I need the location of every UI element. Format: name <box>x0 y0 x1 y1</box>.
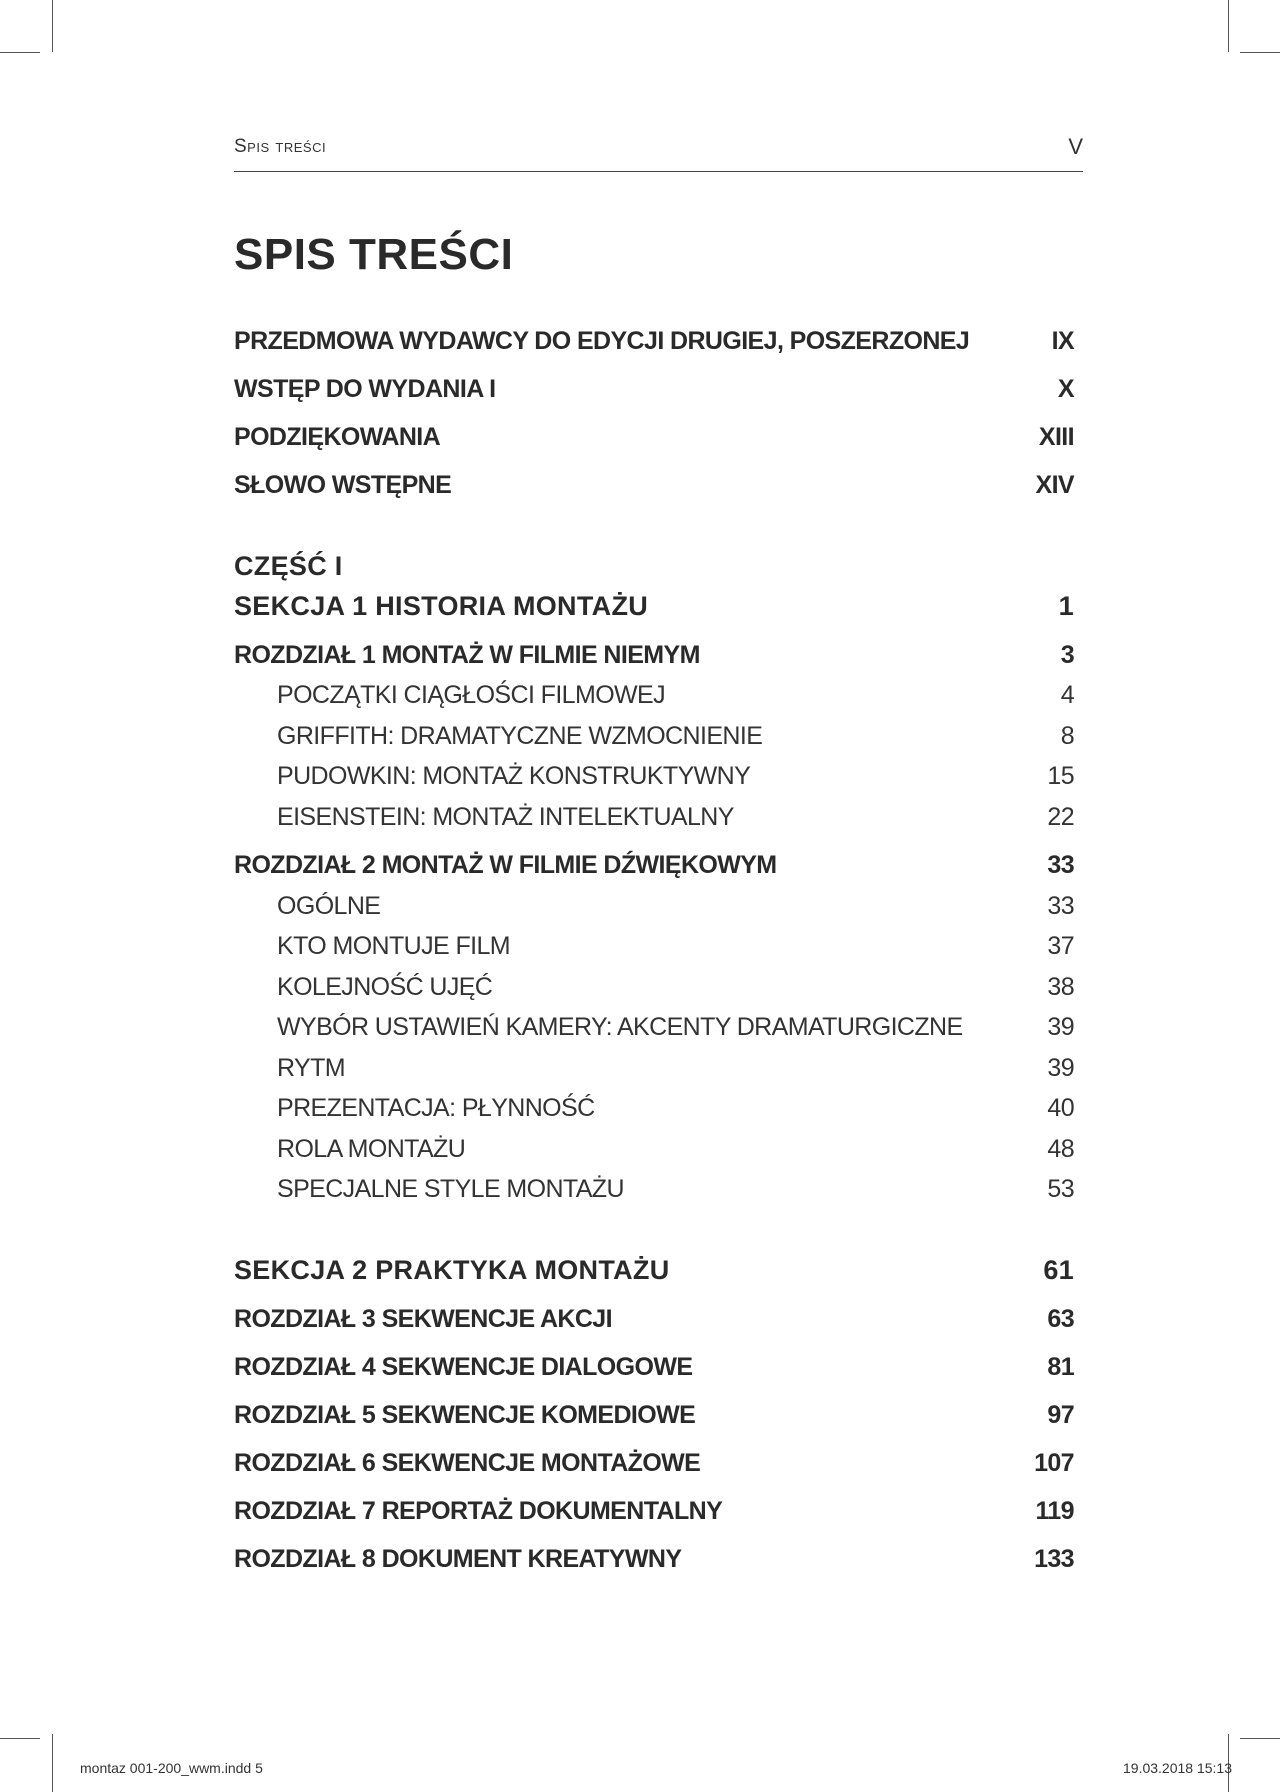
subentry-page: 37 <box>1047 932 1074 960</box>
subentry-page: 39 <box>1047 1013 1074 1041</box>
toc-entry-front-matter <box>234 423 1074 463</box>
subentry-page: 48 <box>1047 1135 1074 1163</box>
subentry-label: RYTM <box>277 1054 345 1082</box>
crop-mark <box>1240 52 1280 53</box>
subentry-page: 53 <box>1047 1175 1074 1203</box>
toc-chapter <box>234 1401 1074 1441</box>
part-label: CZĘŚĆ I <box>234 551 343 581</box>
section-page: 1 <box>1058 591 1074 621</box>
chapter-page: 119 <box>1035 1497 1074 1525</box>
toc-subentry <box>234 1175 1074 1215</box>
toc-entry-front-matter <box>234 471 1074 511</box>
toc-entry-label: PODZIĘKOWANIA <box>234 423 441 451</box>
toc-subentry <box>234 681 1074 721</box>
toc-chapter <box>234 1449 1074 1489</box>
subentry-label: ROLA MONTAŻU <box>277 1135 466 1163</box>
toc-part-heading <box>234 551 1074 591</box>
subentry-page: 38 <box>1047 973 1074 1001</box>
toc-chapter <box>234 1353 1074 1393</box>
header-rule <box>234 171 1083 172</box>
subentry-label: KOLEJNOŚĆ UJĘĆ <box>277 973 493 1001</box>
subentry-label: PREZENTACJA: PŁYNNOŚĆ <box>277 1094 595 1122</box>
toc-entry-label: WSTĘP DO WYDANIA I <box>234 375 496 403</box>
subentry-label: GRIFFITH: DRAMATYCZNE WZMOCNIENIE <box>277 722 763 750</box>
toc-entry-page: XIII <box>1038 423 1074 451</box>
chapter-page: 33 <box>1047 851 1074 879</box>
toc-chapter <box>234 1545 1074 1585</box>
toc-subentry <box>234 803 1074 843</box>
print-slug-file: montaz 001-200_wwm.indd 5 <box>80 1760 263 1776</box>
running-head-title: Spis treści <box>234 136 327 157</box>
chapter-label: ROZDZIAŁ 5 SEKWENCJE KOMEDIOWE <box>234 1401 696 1429</box>
toc-subentry <box>234 722 1074 762</box>
chapter-label: ROZDZIAŁ 3 SEKWENCJE AKCJI <box>234 1305 612 1333</box>
chapter-label: ROZDZIAŁ 7 REPORTAŻ DOKUMENTALNY <box>234 1497 723 1525</box>
chapter-label: ROZDZIAŁ 4 SEKWENCJE DIALOGOWE <box>234 1353 693 1381</box>
crop-mark <box>52 1734 53 1792</box>
chapter-page: 3 <box>1060 641 1074 669</box>
subentry-label: EISENSTEIN: MONTAŻ INTELEKTUALNY <box>277 803 734 831</box>
chapter-page: 81 <box>1047 1353 1074 1381</box>
subentry-page: 8 <box>1060 722 1074 750</box>
chapter-label: ROZDZIAŁ 1 MONTAŻ W FILMIE NIEMYM <box>234 641 700 669</box>
toc-subentry <box>234 762 1074 802</box>
toc-entry-page: XIV <box>1035 471 1074 499</box>
crop-mark <box>0 1738 40 1739</box>
toc-entry-label: PRZEDMOWA WYDAWCY DO EDYCJI DRUGIEJ, POSZERZONEJ <box>234 327 970 355</box>
crop-mark <box>1228 0 1229 52</box>
toc-entry-front-matter <box>234 327 1074 367</box>
subentry-label: OGÓLNE <box>277 892 381 920</box>
toc-chapter <box>234 1305 1074 1345</box>
toc-subentry <box>234 1135 1074 1175</box>
subentry-page: 22 <box>1047 803 1074 831</box>
subentry-page: 15 <box>1047 762 1074 790</box>
toc-subentry <box>234 1013 1074 1053</box>
running-head <box>234 134 1083 160</box>
toc-subentry <box>234 1054 1074 1094</box>
subentry-label: SPECJALNE STYLE MONTAŻU <box>277 1175 624 1203</box>
subentry-label: PUDOWKIN: MONTAŻ KONSTRUKTYWNY <box>277 762 751 790</box>
chapter-label: ROZDZIAŁ 6 SEKWENCJE MONTAŻOWE <box>234 1449 701 1477</box>
crop-mark <box>52 0 53 52</box>
subentry-page: 40 <box>1047 1094 1074 1122</box>
print-slug-timestamp: 19.03.2018 15:13 <box>1123 1760 1232 1776</box>
toc-section-heading <box>234 1255 1074 1295</box>
subentry-label: KTO MONTUJE FILM <box>277 932 511 960</box>
toc-entry-page: X <box>1057 375 1074 403</box>
toc-subentry <box>234 973 1074 1013</box>
subentry-page: 39 <box>1047 1054 1074 1082</box>
chapter-label: ROZDZIAŁ 2 MONTAŻ W FILMIE DŹWIĘKOWYM <box>234 851 777 879</box>
subentry-label: WYBÓR USTAWIEŃ KAMERY: AKCENTY DRAMATURGICZNE <box>277 1013 963 1041</box>
chapter-page: 97 <box>1047 1401 1074 1429</box>
toc-entry-label: SŁOWO WSTĘPNE <box>234 471 452 499</box>
toc-chapter <box>234 851 1074 891</box>
toc-section-heading <box>234 591 1074 631</box>
chapter-page: 107 <box>1034 1449 1074 1477</box>
subentry-page: 4 <box>1060 681 1074 709</box>
toc-entry-front-matter <box>234 375 1074 415</box>
chapter-label: ROZDZIAŁ 8 DOKUMENT KREATYWNY <box>234 1545 682 1573</box>
crop-mark <box>0 52 40 53</box>
section-page: 61 <box>1043 1255 1074 1285</box>
subentry-label: POCZĄTKI CIĄGŁOŚCI FILMOWEJ <box>277 681 666 709</box>
section-label: SEKCJA 1 HISTORIA MONTAŻU <box>234 591 649 621</box>
page-title: SPIS TREŚCI <box>234 230 514 279</box>
toc-entry-page: IX <box>1051 327 1074 355</box>
toc-subentry <box>234 1094 1074 1134</box>
section-label: SEKCJA 2 PRAKTYKA MONTAŻU <box>234 1255 670 1285</box>
subentry-page: 33 <box>1047 892 1074 920</box>
toc-chapter <box>234 641 1074 681</box>
page-folio: V <box>1068 134 1083 159</box>
toc-subentry <box>234 932 1074 972</box>
toc-subentry <box>234 892 1074 932</box>
crop-mark <box>1240 1738 1280 1739</box>
toc-chapter <box>234 1497 1074 1537</box>
chapter-page: 133 <box>1034 1545 1074 1573</box>
chapter-page: 63 <box>1047 1305 1074 1333</box>
